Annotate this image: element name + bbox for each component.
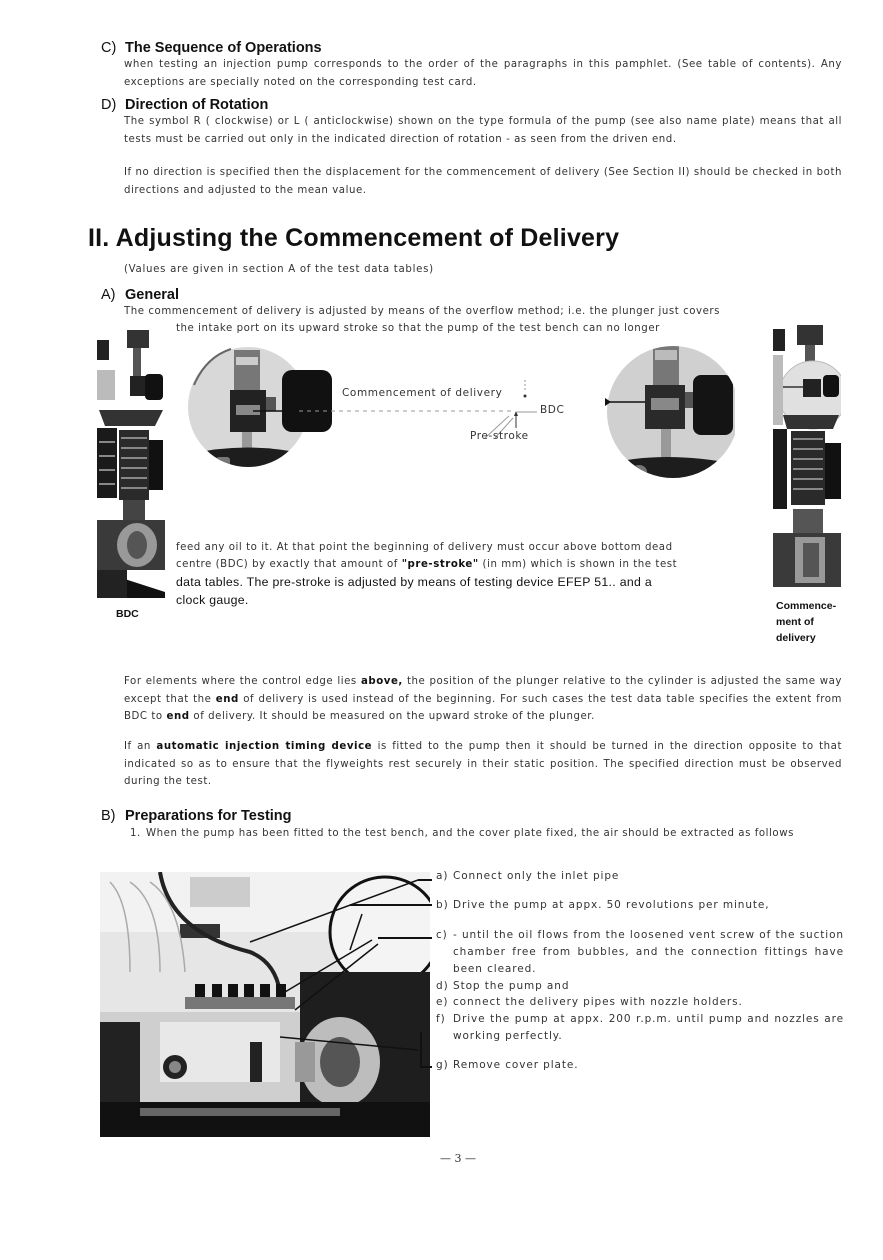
text-run: is fitted to the pump then it should be turned in the direction opposite to that indicated so as to ensure that the flyweights rest securely in their static position. The specified direction must be observed during the test.: [124, 741, 842, 787]
step-key: g): [436, 1059, 449, 1071]
section-letter: B): [101, 808, 116, 824]
general-cont-4: clock gauge.: [176, 593, 249, 607]
section-heading-text: The Sequence of Operations: [125, 40, 322, 56]
text-run: For elements where the control edge lies: [124, 676, 361, 687]
item-text: When the pump has been fitted to the test bench, and the cover plate fixed, the air should be extracted as follows: [146, 828, 794, 839]
general-line-2: the intake port on its upward stroke so that the pump of the test bench can no longer: [176, 323, 660, 334]
item-number: 1.: [130, 828, 141, 839]
emphasis-timing-device: automatic injection timing device: [156, 741, 373, 752]
chapter-subtitle: (Values are given in section A of the test data tables): [124, 264, 434, 275]
leader-line-g-vertical: [420, 1032, 422, 1067]
general-cont-1: feed any oil to it. At that point the beginning of delivery must occur above bottom dead: [176, 542, 673, 553]
section-c-body: when testing an injection pump corresponds to the order of the paragraphs in this pamphlet. (See table of contents). Any exceptions are specially noted on the corresponding test card.: [124, 59, 842, 88]
page-number: — 3 —: [440, 1152, 476, 1165]
bdc-caption: BDC: [116, 608, 139, 620]
leader-line-c: [378, 937, 432, 939]
step-text: Drive the pump at appx. 50 revolutions per minute,: [453, 899, 770, 911]
emphasis-end: end: [215, 693, 239, 705]
label-bdc: BDC: [540, 404, 565, 416]
general-cont-3: data tables. The pre-stroke is adjusted by means of testing device EFEP 51.. and a: [176, 575, 652, 589]
section-heading-text: Preparations for Testing: [125, 808, 292, 824]
text-run: centre (BDC) by exactly that amount of: [176, 559, 402, 570]
label-pre-stroke: Pre-stroke: [470, 430, 529, 442]
section-heading-text: Direction of Rotation: [125, 97, 269, 113]
caption-line: Commence-: [776, 600, 837, 612]
step-key: e): [436, 996, 449, 1008]
leader-line-g: [420, 1066, 432, 1068]
step-text: Drive the pump at appx. 200 r.p.m. until pump and nozzles are working perfectly.: [453, 1013, 844, 1042]
section-d-para-1: The symbol R ( clockwise) or L ( anticlockwise) shown on the type formula of the pump (see also name plate) means that all tests must be carried out only in the indicated direction of rotation - as seen from the driven end.: [124, 116, 842, 145]
commencement-caption: [776, 598, 846, 646]
step-e: [436, 994, 743, 1011]
text-run: (in mm) which is shown in the test: [478, 559, 678, 570]
section-heading-text: General: [125, 287, 179, 303]
general-line-1: The commencement of delivery is adjusted by means of the overflow method; i.e. the plunger just covers: [124, 306, 721, 317]
step-b: [436, 897, 770, 914]
text-run: the position of the plunger relative to the cylinder is adjusted the same way except that the: [124, 676, 842, 705]
step-text: Remove cover plate.: [453, 1059, 579, 1071]
step-d: [436, 978, 569, 995]
emphasis-above: above,: [360, 676, 403, 687]
step-text: connect the delivery pipes with nozzle holders.: [453, 996, 743, 1008]
section-letter: D): [101, 97, 117, 113]
section-letter: C): [101, 40, 117, 56]
leader-line-a: [418, 879, 432, 881]
step-text: Connect only the inlet pipe: [453, 870, 620, 882]
general-heading: [101, 287, 179, 303]
step-text: Stop the pump and: [453, 980, 570, 992]
step-g: [436, 1057, 579, 1074]
test-bench-photo: [100, 872, 430, 1137]
text-run: If an: [124, 741, 157, 752]
step-key: d): [436, 980, 449, 992]
preparations-heading: [101, 808, 292, 824]
caption-line: ment of: [776, 616, 814, 628]
section-c-heading: [101, 40, 322, 56]
section-d-para-2: If no direction is specified then the displacement for the commencement of delivery (See Section II) should be checked in both directions and adjusted to the mean value.: [124, 167, 842, 196]
bdc-photo: [97, 330, 165, 598]
step-f: [436, 1011, 844, 1045]
timing-device-paragraph: [124, 738, 842, 791]
section-letter: A): [101, 287, 116, 303]
text-run: of delivery. It should be measured on the upward stroke of the plunger.: [189, 711, 595, 722]
elements-paragraph: [124, 673, 842, 726]
step-a: [436, 868, 619, 885]
leader-line-b: [350, 904, 432, 906]
caption-line: delivery: [776, 632, 816, 644]
step-key: b): [436, 899, 449, 911]
plunger-commencement-detail-photo: [605, 340, 735, 490]
step-key: c): [436, 929, 448, 941]
section-d-heading: [101, 97, 268, 113]
emphasis-end: end: [166, 711, 190, 722]
text-run: of delivery is used instead of the beginning. For such cases the test data table specifies the extent from BDC to: [124, 693, 842, 722]
commencement-photo: [773, 325, 841, 587]
step-key: a): [436, 870, 449, 882]
step-text: - until the oil flows from the loosened vent screw of the suction chamber free from bubbles, and the connection fittings have been cleared.: [453, 929, 844, 975]
label-commencement-of-delivery: Commencement of delivery: [342, 387, 503, 399]
pre-stroke-term: "pre-stroke": [401, 559, 479, 570]
preparations-item-1: [130, 825, 842, 843]
chapter-title: II. Adjusting the Commencement of Delivery: [88, 224, 620, 252]
step-key: f): [436, 1013, 446, 1025]
step-c: [436, 927, 844, 978]
general-cont-2: [176, 556, 764, 574]
